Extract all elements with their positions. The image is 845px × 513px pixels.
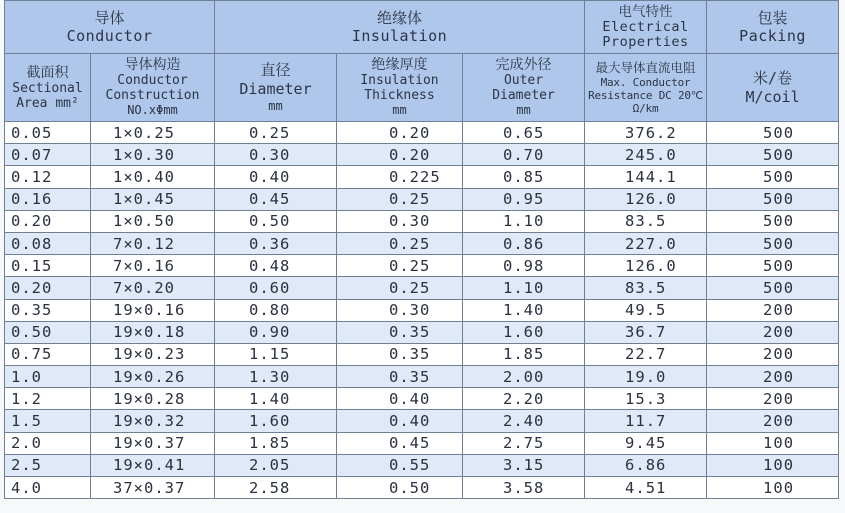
cell-resistance: 83.5 (585, 277, 707, 299)
cell-construction: 1×0.45 (91, 188, 215, 210)
cell-thickness: 0.35 (337, 343, 463, 365)
cell-diameter: 0.90 (215, 321, 337, 343)
thickness-en-2: Thickness (364, 88, 435, 103)
cell-outer-diameter: 0.98 (463, 255, 585, 277)
cell-thickness: 0.225 (337, 166, 463, 188)
cell-coil-length: 500 (707, 122, 839, 144)
cell-outer-diameter: 2.40 (463, 410, 585, 432)
cell-diameter: 1.40 (215, 388, 337, 410)
cell-coil-length: 500 (707, 188, 839, 210)
diameter-en: Diameter (239, 80, 312, 98)
area-en-1: Sectional (12, 80, 83, 96)
thickness-zh: 绝缘厚度 (371, 57, 428, 73)
col-header-outer (463, 54, 585, 122)
insulation-group-header (215, 1, 585, 54)
construction-en-1: Conductor (117, 73, 188, 88)
cell-area: 0.08 (5, 232, 91, 254)
cell-outer-diameter: 0.85 (463, 166, 585, 188)
cell-coil-length: 500 (707, 166, 839, 188)
outer-en-2: Diameter (492, 88, 555, 103)
construction-unit: NO.xΦmm (127, 103, 178, 117)
cell-construction: 7×0.20 (91, 277, 215, 299)
cell-resistance: 376.2 (585, 122, 707, 144)
cell-construction: 1×0.50 (91, 210, 215, 232)
cell-thickness: 0.35 (337, 366, 463, 388)
cell-outer-diameter: 1.40 (463, 299, 585, 321)
outer-en-1: Outer (503, 73, 544, 88)
resistance-zh: 最大导体直流电阻 (595, 60, 696, 75)
cell-area: 0.20 (5, 210, 91, 232)
cell-construction: 19×0.41 (91, 454, 215, 476)
group-header-row (5, 1, 839, 54)
cell-coil-length: 100 (707, 432, 839, 454)
cell-diameter: 0.40 (215, 166, 337, 188)
cell-area: 0.12 (5, 166, 91, 188)
cell-diameter: 1.15 (215, 343, 337, 365)
table-row (5, 144, 839, 166)
table-row (5, 432, 839, 454)
cell-resistance: 15.3 (585, 388, 707, 410)
cell-resistance: 19.0 (585, 366, 707, 388)
insulation-zh: 绝缘体 (377, 9, 423, 27)
outer-zh: 完成外径 (495, 57, 552, 73)
cell-coil-length: 100 (707, 477, 839, 499)
conductor-en: Conductor (66, 27, 153, 45)
col-header-diameter (215, 54, 337, 122)
cell-construction: 19×0.26 (91, 366, 215, 388)
table-row (5, 299, 839, 321)
cell-coil-length: 500 (707, 255, 839, 277)
cell-coil-length: 100 (707, 454, 839, 476)
cell-outer-diameter: 2.00 (463, 366, 585, 388)
table-row (5, 321, 839, 343)
cell-area: 2.0 (5, 432, 91, 454)
cell-outer-diameter: 0.95 (463, 188, 585, 210)
cell-area: 0.07 (5, 144, 91, 166)
cell-outer-diameter: 1.10 (463, 277, 585, 299)
resistance-en-1: Max. Conductor (600, 76, 691, 89)
electrical-group-header (585, 1, 707, 54)
table-row (5, 188, 839, 210)
cell-diameter: 0.25 (215, 122, 337, 144)
cell-outer-diameter: 0.86 (463, 232, 585, 254)
cell-construction: 19×0.23 (91, 343, 215, 365)
cell-area: 0.75 (5, 343, 91, 365)
cell-outer-diameter: 0.65 (463, 122, 585, 144)
cell-area: 1.0 (5, 366, 91, 388)
table-row (5, 454, 839, 476)
coil-en: M/coil (745, 87, 800, 106)
cell-outer-diameter: 1.60 (463, 321, 585, 343)
spec-table-container (4, 0, 838, 512)
thickness-en-1: Insulation (360, 73, 439, 88)
cell-construction: 19×0.16 (91, 299, 215, 321)
table-row (5, 277, 839, 299)
cell-resistance: 22.7 (585, 343, 707, 365)
packing-group-header (707, 1, 839, 54)
cell-outer-diameter: 2.20 (463, 388, 585, 410)
cell-thickness: 0.55 (337, 454, 463, 476)
cell-resistance: 83.5 (585, 210, 707, 232)
table-body (5, 122, 839, 499)
col-header-resistance (585, 54, 707, 122)
cell-area: 0.16 (5, 188, 91, 210)
cell-resistance: 36.7 (585, 321, 707, 343)
col-header-coil (707, 54, 839, 122)
table-row (5, 255, 839, 277)
cell-coil-length: 200 (707, 410, 839, 432)
col-header-construction (91, 54, 215, 122)
cell-area: 1.5 (5, 410, 91, 432)
cell-coil-length: 500 (707, 144, 839, 166)
cell-diameter: 0.50 (215, 210, 337, 232)
cell-thickness: 0.40 (337, 388, 463, 410)
cell-outer-diameter: 3.15 (463, 454, 585, 476)
cell-resistance: 227.0 (585, 232, 707, 254)
table-row (5, 166, 839, 188)
cell-diameter: 1.85 (215, 432, 337, 454)
cell-coil-length: 200 (707, 366, 839, 388)
cell-area: 4.0 (5, 477, 91, 499)
cell-thickness: 0.20 (337, 144, 463, 166)
cell-outer-diameter: 3.58 (463, 477, 585, 499)
cell-diameter: 2.05 (215, 454, 337, 476)
electrical-en-1: Electrical (602, 18, 689, 35)
cell-diameter: 1.60 (215, 410, 337, 432)
cell-diameter: 0.45 (215, 188, 337, 210)
cell-construction: 1×0.30 (91, 144, 215, 166)
cell-resistance: 4.51 (585, 477, 707, 499)
cell-construction: 1×0.25 (91, 122, 215, 144)
cell-coil-length: 200 (707, 299, 839, 321)
cell-diameter: 2.58 (215, 477, 337, 499)
cell-area: 0.35 (5, 299, 91, 321)
table-row (5, 343, 839, 365)
cell-thickness: 0.20 (337, 122, 463, 144)
cell-coil-length: 500 (707, 232, 839, 254)
cell-resistance: 126.0 (585, 188, 707, 210)
cell-thickness: 0.45 (337, 432, 463, 454)
cell-thickness: 0.35 (337, 321, 463, 343)
table-row (5, 232, 839, 254)
cell-outer-diameter: 2.75 (463, 432, 585, 454)
cell-area: 2.5 (5, 454, 91, 476)
cell-diameter: 0.36 (215, 232, 337, 254)
resistance-en-2: Resistance DC 20℃ (588, 89, 703, 102)
cell-construction: 19×0.37 (91, 432, 215, 454)
diameter-zh: 直径 (260, 61, 291, 79)
cell-diameter: 0.30 (215, 144, 337, 166)
table-row (5, 388, 839, 410)
cell-thickness: 0.25 (337, 188, 463, 210)
cell-construction: 19×0.28 (91, 388, 215, 410)
cell-resistance: 9.45 (585, 432, 707, 454)
construction-zh: 导体构造 (124, 57, 181, 73)
cell-coil-length: 200 (707, 321, 839, 343)
cell-resistance: 49.5 (585, 299, 707, 321)
column-header-row (5, 54, 839, 122)
cell-coil-length: 500 (707, 277, 839, 299)
construction-en-2: Construction (105, 88, 200, 103)
cell-diameter: 0.80 (215, 299, 337, 321)
cell-thickness: 0.25 (337, 232, 463, 254)
diameter-unit: mm (268, 99, 283, 113)
cell-outer-diameter: 1.10 (463, 210, 585, 232)
area-zh: 截面积 (26, 64, 69, 81)
cell-thickness: 0.25 (337, 277, 463, 299)
conductor-zh: 导体 (94, 9, 125, 27)
cell-diameter: 0.48 (215, 255, 337, 277)
cell-thickness: 0.40 (337, 410, 463, 432)
cell-construction: 19×0.32 (91, 410, 215, 432)
cell-construction: 7×0.12 (91, 232, 215, 254)
cell-diameter: 1.30 (215, 366, 337, 388)
cable-spec-table (4, 0, 839, 499)
cell-resistance: 144.1 (585, 166, 707, 188)
cell-thickness: 0.30 (337, 299, 463, 321)
conductor-group-header (5, 1, 215, 54)
insulation-en: Insulation (351, 27, 448, 45)
electrical-zh: 电气特性 (618, 3, 673, 20)
col-header-thickness (337, 54, 463, 122)
resistance-unit: Ω/km (632, 102, 659, 115)
cell-coil-length: 200 (707, 343, 839, 365)
cell-coil-length: 500 (707, 210, 839, 232)
packing-zh: 包装 (757, 9, 788, 27)
col-header-area (5, 54, 91, 122)
cell-thickness: 0.50 (337, 477, 463, 499)
cell-construction: 7×0.16 (91, 255, 215, 277)
packing-en: Packing (739, 27, 806, 45)
cell-area: 0.15 (5, 255, 91, 277)
cell-thickness: 0.25 (337, 255, 463, 277)
table-row (5, 122, 839, 144)
cell-construction: 37×0.37 (91, 477, 215, 499)
cell-area: 1.2 (5, 388, 91, 410)
cell-diameter: 0.60 (215, 277, 337, 299)
table-row (5, 210, 839, 232)
table-row (5, 477, 839, 499)
cell-area: 0.05 (5, 122, 91, 144)
electrical-en-2: Properties (602, 33, 689, 50)
cell-thickness: 0.30 (337, 210, 463, 232)
cell-resistance: 245.0 (585, 144, 707, 166)
cell-outer-diameter: 1.85 (463, 343, 585, 365)
cell-resistance: 126.0 (585, 255, 707, 277)
cell-resistance: 6.86 (585, 454, 707, 476)
cell-construction: 1×0.40 (91, 166, 215, 188)
cell-resistance: 11.7 (585, 410, 707, 432)
table-row (5, 410, 839, 432)
coil-zh: 米/卷 (753, 68, 793, 87)
area-en-2: Area mm² (16, 95, 79, 111)
table-row (5, 366, 839, 388)
cell-outer-diameter: 0.70 (463, 144, 585, 166)
cell-area: 0.50 (5, 321, 91, 343)
thickness-unit: mm (392, 103, 407, 117)
cell-construction: 19×0.18 (91, 321, 215, 343)
cell-area: 0.20 (5, 277, 91, 299)
cell-coil-length: 200 (707, 388, 839, 410)
outer-unit: mm (516, 103, 531, 117)
